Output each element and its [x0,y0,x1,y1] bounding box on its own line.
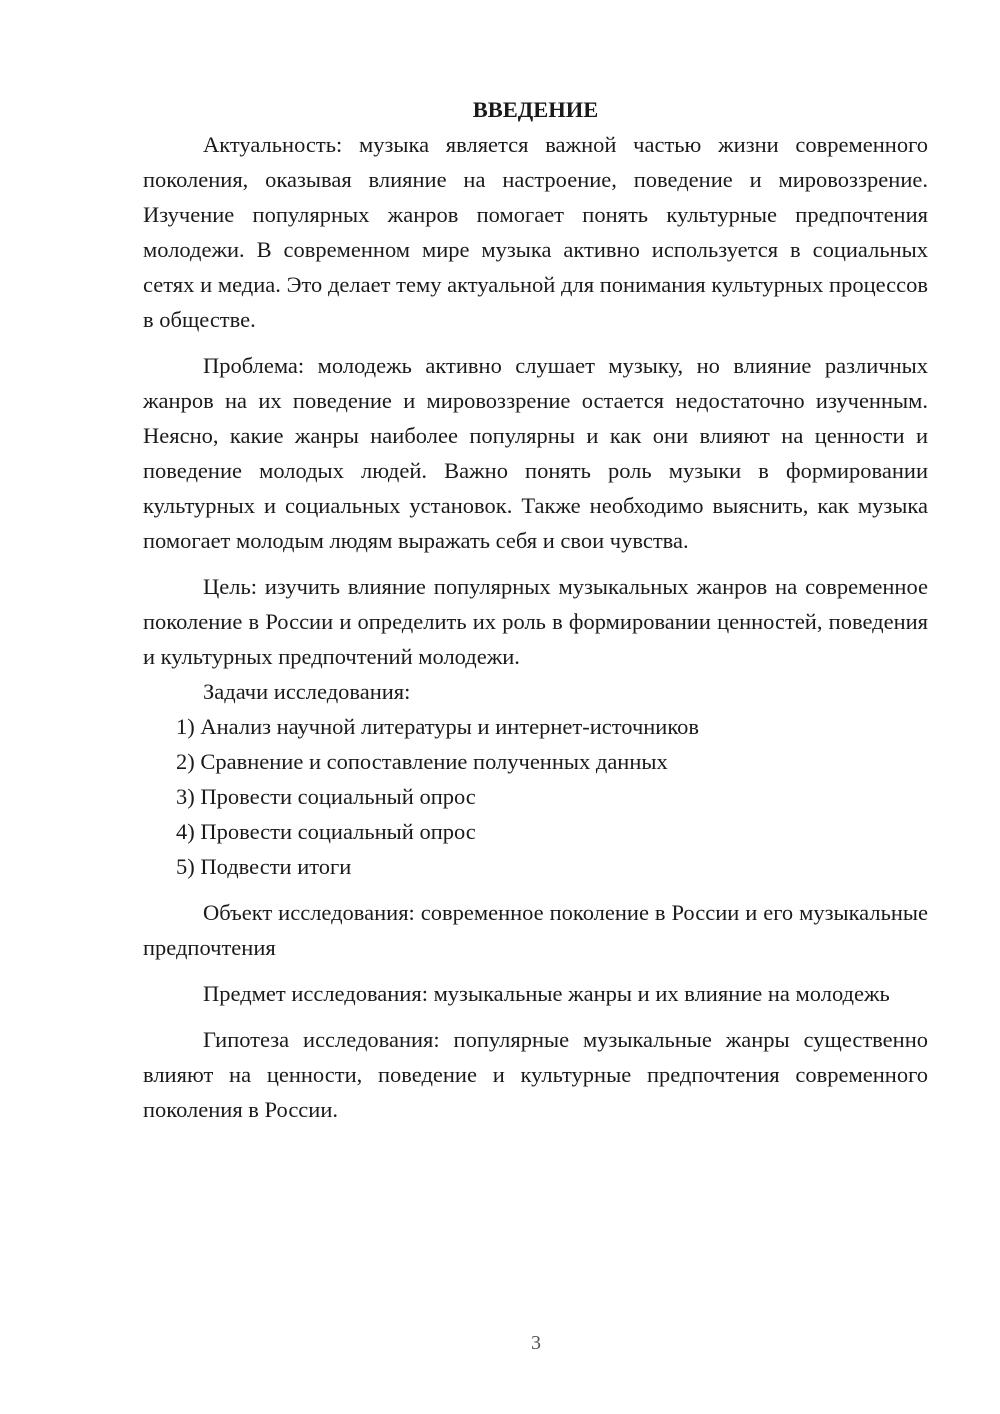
list-item: 2) Сравнение и сопоставление полученных данных [176,749,668,774]
list-item: 3) Провести социальный опрос [176,784,476,809]
list-item: 5) Подвести итоги [176,854,352,879]
page-content [143,92,928,1127]
object-paragraph: Объект исследования: современное поколение в России и его музыкальные предпочтения [143,900,928,960]
list-item: 1) Анализ научной литературы и интернет-источников [176,714,700,739]
page-title: ВВЕДЕНИЕ [472,97,599,122]
list-item: 4) Провести социальный опрос [176,819,476,844]
relevance-paragraph: Актуальность: музыка является важной частью жизни современного поколения, оказывая влияние на настроение, поведение и мировоззрение. Изучение популярных жанров помогает понять культурные предпочтения молодежи. В современном мире музыка активно используется в социальных сетях и медиа. Это делает тему актуальной для понимания культурных процессов в обществе. [143,132,928,332]
tasks-heading: Задачи исследования: [203,679,411,704]
problem-paragraph: Проблема: молодежь активно слушает музыку, но влияние различных жанров на их поведение и мировоззрение остается недостаточно изученным. Неясно, какие жанры наиболее популярны и как они влияют на ценности и поведение молодых людей. Важно понять роль музыки в формировании культурных и социальных установок. Также необходимо выяснить, как музыка помогает молодым людям выражать себя и свои чувства. [143,353,928,553]
page-number: 3 [531,1332,541,1354]
subject-paragraph: Предмет исследования: музыкальные жанры и их влияние на молодежь [203,981,890,1006]
hypothesis-paragraph: Гипотеза исследования: популярные музыкальные жанры существенно влияют на ценности, поведение и культурные предпочтения современного поколения в России. [143,1027,928,1122]
goal-paragraph: Цель: изучить влияние популярных музыкальных жанров на современное поколение в России и определить их роль в формировании ценностей, поведения и культурных предпочтений молодежи. [143,574,928,669]
tasks-list [143,709,928,884]
